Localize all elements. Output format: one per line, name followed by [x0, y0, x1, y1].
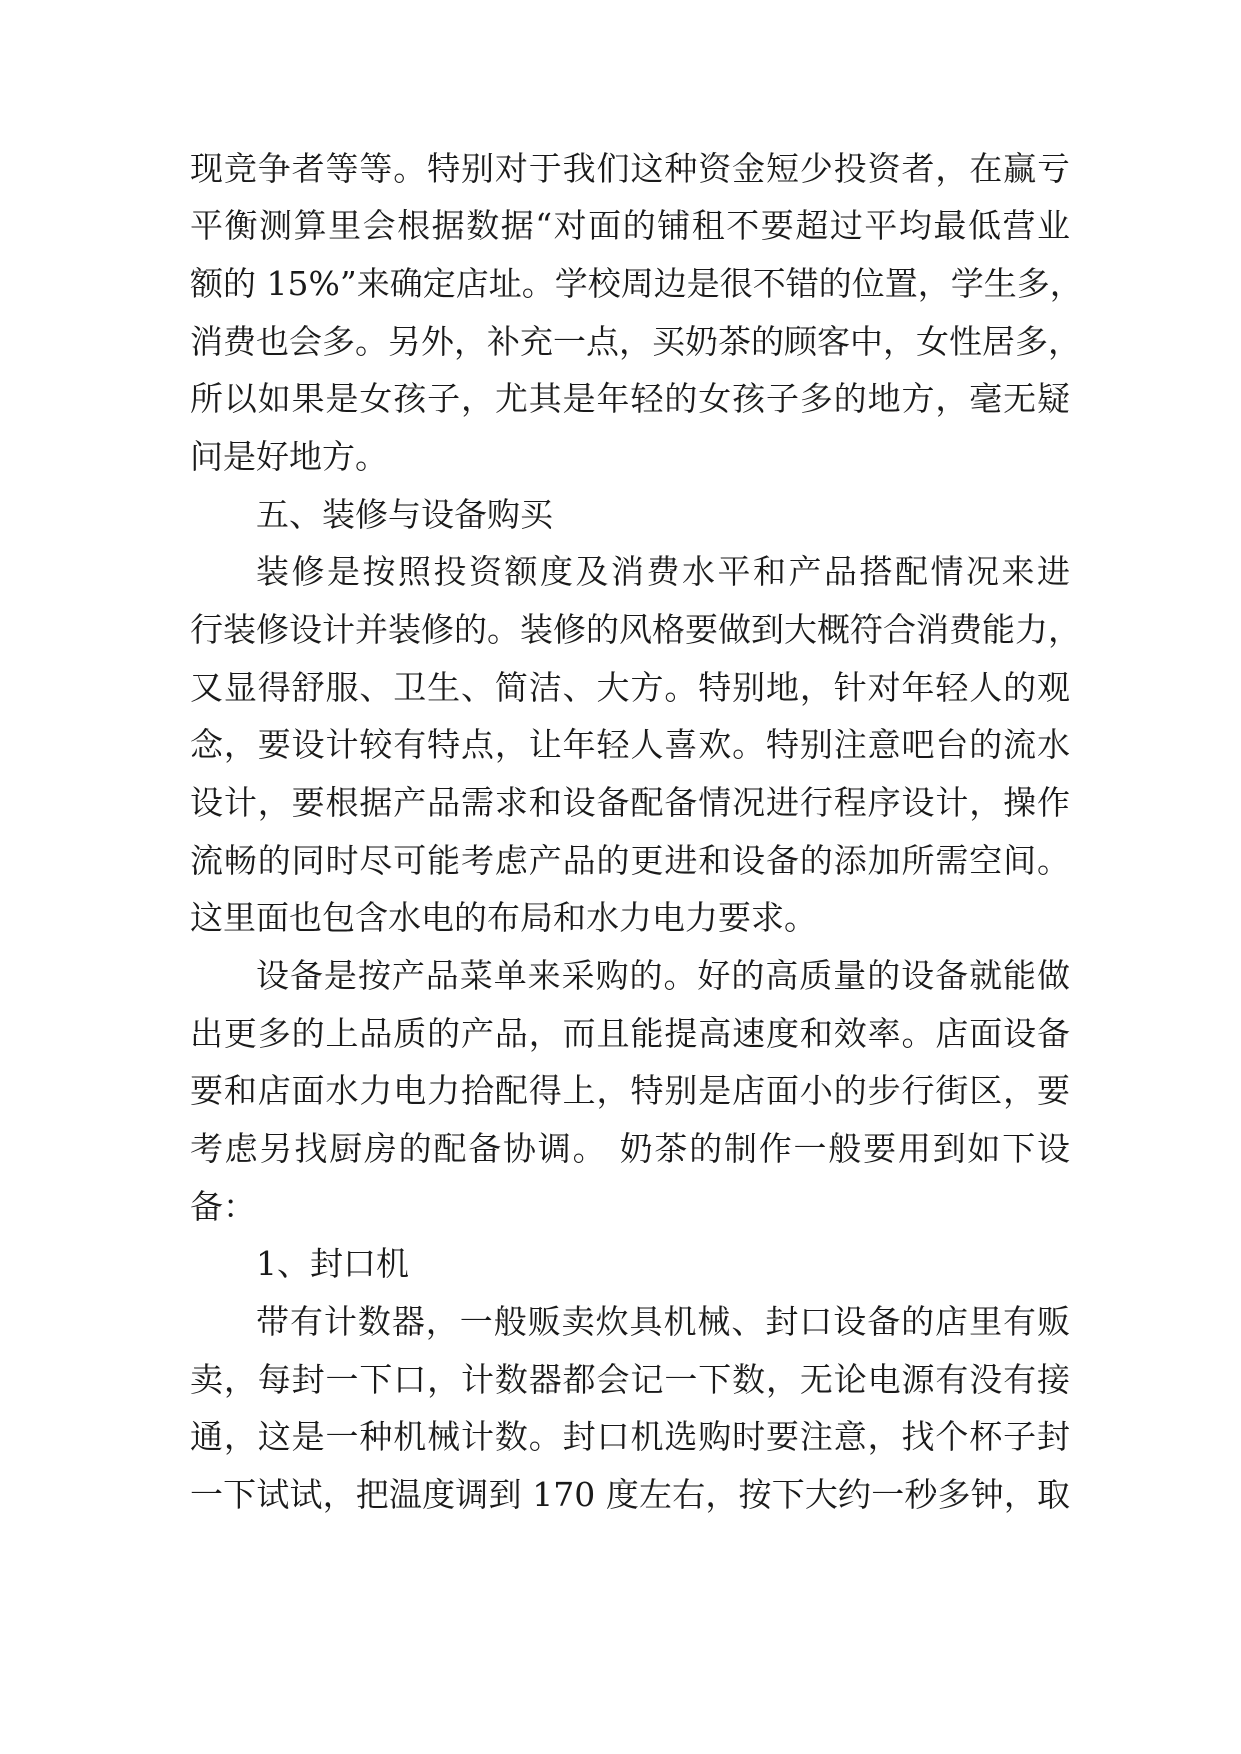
paragraph-line-17: 要和店面水力电力拾配得上，特别是店面小的步行街区，要 [190, 1071, 1070, 1110]
paragraph-line-6: 问是好地方。 [190, 437, 388, 476]
paragraph-line-9: 行装修设计并装修的。装修的风格要做到大概符合消费能力， [190, 610, 1081, 649]
paragraph-line-3: 额的 15%”来确定店址。学校周边是很不错的位置，学生多， [190, 264, 1083, 303]
paragraph-line-13: 流畅的同时尽可能考虑产品的更进和设备的添加所需空间。 [190, 841, 1070, 880]
paragraph-line-1: 现竞争者等等。特别对于我们这种资金短少投资者，在赢亏 [190, 149, 1070, 188]
paragraph-line-11: 念，要设计较有特点，让年轻人喜欢。特别注意吧台的流水 [190, 725, 1070, 764]
paragraph-line-8: 装修是按照投资额度及消费水平和产品搭配情况来进 [256, 552, 1070, 591]
paragraph-line-12: 设计，要根据产品需求和设备配备情况进行程序设计，操作 [190, 783, 1070, 822]
paragraph-line-18: 考虑另找厨房的配备协调。 奶茶的制作一般要用到如下设 [190, 1129, 1070, 1168]
paragraph-line-10: 又显得舒服、卫生、简洁、大方。特别地，针对年轻人的观 [190, 668, 1070, 707]
paragraph-line-2: 平衡测算里会根据数据“对面的铺租不要超过平均最低营业 [190, 206, 1070, 245]
paragraph-line-23: 通，这是一种机械计数。封口机选购时要注意，找个杯子封 [190, 1417, 1070, 1456]
section-heading: 五、装修与设备购买 [256, 495, 553, 534]
paragraph-line-5: 所以如果是女孩子，尤其是年轻的女孩子多的地方，毫无疑 [190, 379, 1070, 418]
paragraph-line-4: 消费也会多。另外，补充一点，买奶茶的顾客中，女性居多， [190, 322, 1081, 361]
paragraph-line-14: 这里面也包含水电的布局和水力电力要求。 [190, 898, 817, 937]
paragraph-line-19: 备： [190, 1187, 256, 1226]
paragraph-line-16: 出更多的上品质的产品，而且能提高速度和效率。店面设备 [190, 1014, 1070, 1053]
paragraph-line-21: 带有计数器，一般贩卖炊具机械、封口设备的店里有贩 [256, 1302, 1070, 1341]
subsection-heading: 1、封口机 [256, 1244, 409, 1283]
paragraph-line-22: 卖，每封一下口，计数器都会记一下数，无论电源有没有接 [190, 1360, 1070, 1399]
paragraph-line-15: 设备是按产品菜单来采购的。好的高质量的设备就能做 [256, 956, 1070, 995]
paragraph-line-24: 一下试试，把温度调到 170 度左右，按下大约一秒多钟，取 [190, 1475, 1070, 1514]
